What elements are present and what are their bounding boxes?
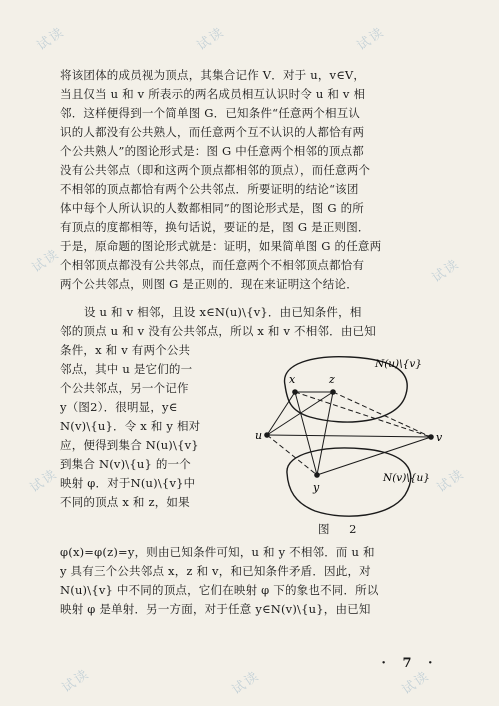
edge-z-v bbox=[333, 392, 431, 437]
watermark: 试读 bbox=[429, 256, 463, 286]
edge-v-y bbox=[317, 437, 431, 475]
watermark: 试读 bbox=[434, 466, 468, 496]
text-line: 将该团体的成员视为顶点，其集合记作 V．对于 u，v∈V， bbox=[60, 68, 366, 82]
text-line: 邻．这样便得到一个简单图 G．已知条件“任意两个相互认 bbox=[60, 106, 361, 120]
text-line: y（图2）．很明显，y∈ bbox=[60, 400, 178, 414]
vertex-y bbox=[314, 472, 320, 478]
text-line: 当且仅当 u 和 v 所表示的两名成员相互认识时令 u 和 v 相 bbox=[60, 87, 366, 101]
label-z: z bbox=[329, 373, 335, 386]
text-line: 邻点，其中 u 是它们的一 bbox=[60, 362, 193, 376]
watermark: 试读 bbox=[354, 24, 388, 54]
vertex-v bbox=[428, 434, 434, 440]
text-line: φ(x)=φ(z)=y，则由已知条件可知，u 和 y 不相邻．而 u 和 bbox=[60, 545, 375, 559]
vertex-z bbox=[330, 389, 336, 395]
edge-z-y bbox=[317, 392, 333, 475]
label-set-bottom: N(v)\{u} bbox=[383, 472, 430, 484]
label-y: y bbox=[313, 481, 320, 494]
edge-u-v bbox=[267, 435, 431, 437]
figure-caption: 图 2 bbox=[318, 522, 365, 536]
graph-figure bbox=[255, 345, 450, 535]
text-line: 应，便得到集合 N(u)\{v} bbox=[60, 438, 199, 452]
text-line: 映射 φ 是单射．另一方面，对于任意 y∈N(v)\{u}，由已知 bbox=[60, 602, 371, 616]
text-line: 没有公共邻点（即和这两个顶点都相邻的顶点），而任意两个 bbox=[60, 163, 371, 177]
watermark: 试读 bbox=[399, 668, 433, 698]
text-line: 个公共邻点，另一个记作 bbox=[60, 381, 189, 395]
text-line: 有顶点的度都相等，换句话说，要证的是，图 G 是正则图． bbox=[60, 220, 370, 234]
text-line: 识的人都没有公共熟人，而任意两个互不认识的人都恰有两 bbox=[60, 125, 365, 139]
edge-x-v bbox=[295, 392, 431, 437]
vertex-u bbox=[264, 432, 270, 438]
watermark: 试读 bbox=[27, 466, 61, 496]
watermark: 试读 bbox=[59, 666, 93, 696]
text-line: 个相邻顶点都没有公共邻点，而任意两个不相邻顶点都恰有 bbox=[60, 258, 365, 272]
watermark: 试读 bbox=[194, 24, 228, 54]
label-v: v bbox=[436, 431, 443, 444]
text-line: N(u)\{v} 中不同的顶点，它们在映射 φ 下的象也不同．所以 bbox=[60, 583, 379, 597]
text-line: 于是，原命题的图论形式就是：证明，如果简单图 G 的任意两 bbox=[60, 239, 382, 253]
text-line: 设 u 和 v 相邻，且设 x∈N(u)\{v}．由已知条件，相 bbox=[84, 305, 362, 319]
text-line: 映射 φ．对于N(u)\{v}中 bbox=[60, 476, 196, 490]
text-line: 两个公共邻点，则图 G 是正则的．现在来证明这个结论． bbox=[60, 277, 358, 291]
text-line: 体中每个人所认识的人数都相同”的图论形式是，图 G 的所 bbox=[60, 201, 364, 215]
label-set-top: N(u)\{v} bbox=[375, 358, 422, 370]
vertex-x bbox=[292, 389, 298, 395]
edge-u-z bbox=[267, 392, 333, 435]
text-line: 个公共熟人”的图论形式是：图 G 中任意两个相邻的顶点都 bbox=[60, 144, 364, 158]
text-line: 不同的顶点 x 和 z，如果 bbox=[60, 495, 190, 509]
text-line: 条件，x 和 v 有两个公共 bbox=[60, 343, 191, 357]
text-line: 不相邻的顶点都恰有两个公共邻点．所要证明的结论“该团 bbox=[60, 182, 359, 196]
page-number: · 7 · bbox=[381, 656, 439, 671]
text-line: N(v)\{u}．令 x 和 y 相对 bbox=[60, 419, 201, 433]
label-u: u bbox=[255, 429, 263, 442]
watermark: 试读 bbox=[229, 668, 263, 698]
text-line: 到集合 N(v)\{u} 的一个 bbox=[60, 457, 191, 471]
watermark: 试读 bbox=[29, 246, 63, 276]
label-x: x bbox=[289, 373, 296, 386]
text-line: y 具有三个公共邻点 x，z 和 v，和已知条件矛盾．因此，对 bbox=[60, 564, 371, 578]
text-line: 邻的顶点 u 和 v 没有公共邻点，所以 x 和 v 不相邻．由已知 bbox=[60, 324, 376, 338]
edge-u-x bbox=[267, 392, 295, 435]
watermark: 试读 bbox=[34, 24, 68, 54]
edge-u-y bbox=[267, 435, 317, 475]
